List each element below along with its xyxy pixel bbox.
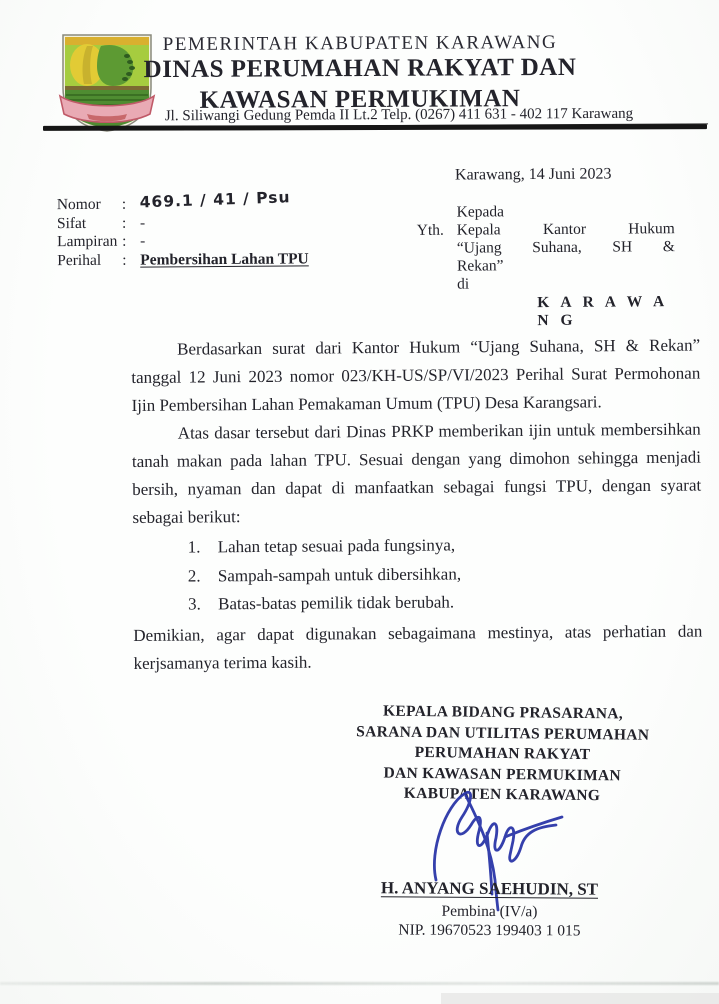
recipient-city: K A R A W A N G [537, 293, 668, 330]
scan-corner-shadow [441, 993, 719, 1004]
signatory-title-line: KEPALA BIDANG PRASARANA, [382, 702, 624, 723]
list-item-number: 3. [188, 594, 201, 614]
list-item-text: Lahan tetap sesuai pada fungsinya, [217, 535, 456, 557]
body-paragraph-2: Atas dasar tersebut dari Dinas PRKP memberikan ijin untuk membersihkan tanah makan pada lahan TPU. Sesuai dengan yang dimohon sehingga menjadi bersih, nyaman dan dapat di manfaatkan sebagai fungsi TPU, dengan syarat sebagai berikut: [131, 419, 702, 527]
meta-value: - [139, 214, 146, 232]
letter-body [131, 332, 703, 678]
signatory-name: H. ANYANG SAEHUDIN, ST [380, 878, 599, 899]
meta-value-subject: Pembersihan Lahan TPU [140, 249, 309, 269]
agency-address: Jl. Siliwangi Gedung Pemda II Lt.2 Telp. (0267) 411 631 - 402 117 Karawang [90, 105, 708, 127]
meta-row-nomor [56, 188, 387, 215]
meta-colon: : [122, 251, 127, 269]
meta-label: Lampiran [57, 232, 118, 251]
recipient-kepada: Kepada [456, 203, 505, 221]
recipient-line: Kepala Kantor Hukum [456, 220, 675, 239]
recipient-block [417, 202, 680, 331]
meta-row-sifat [57, 212, 387, 233]
meta-value: - [140, 232, 146, 250]
meta-value-handwritten: 469.1 / 41 / Psu [139, 188, 291, 212]
signatory-title-line: KABUPATEN KARAWANG [403, 784, 601, 805]
body-paragraph-1: Berdasarkan surat dari Kantor Hukum “Ujang Suhana, SH & Rekan” tanggal 12 Juni 2023 nomor 023/KH-US/SP/VI/2023 Perihal Surat Permohonan Ijin Pembersihan Lahan Pemakaman Umum (TPU) Desa Karangsari. [131, 335, 701, 415]
agency-name-line2: DINAS PERUMAHAN RAKYAT DAN [143, 53, 577, 84]
list-item-number: 2. [187, 565, 201, 586]
agency-name-line3: KAWASAN PERMUKIMAN [199, 85, 521, 114]
list-item [133, 530, 702, 563]
meta-row-perihal [57, 249, 387, 270]
conditions-list [133, 530, 703, 620]
list-item-text: Sampah-sampah untuk dibersihkan, [217, 563, 462, 585]
list-item [133, 587, 702, 620]
signatory-nip: NIP. 19670523 199403 1 015 [398, 921, 581, 940]
meta-label: Perihal [57, 251, 102, 269]
meta-colon: : [121, 195, 127, 213]
signatory-title-line: SARANA DAN UTILITAS PERUMAHAN [356, 722, 650, 744]
meta-colon: : [122, 232, 127, 250]
list-item-number: 1. [187, 537, 201, 557]
recipient-line: “Ujang Suhana, SH & [456, 238, 675, 257]
recipient-line: di [457, 275, 470, 293]
agency-name-line1: PEMERINTAH KABUPATEN KARAWANG [162, 31, 558, 56]
closing-paragraph: Demikian, agar dapat digunakan sebagaimana mestinya, atas perhatian dan kerjsamanya terima kasih. [133, 621, 703, 673]
scan-smudge-line [0, 982, 719, 985]
list-item-text: Batas-batas pemilik tidak berubah. [218, 592, 455, 614]
letter-date: Karawang, 14 Juni 2023 [454, 165, 612, 184]
list-item [133, 558, 702, 591]
meta-colon: : [121, 214, 127, 232]
letter-meta-block [56, 188, 388, 270]
signatory-rank: Pembina (IV/a) [441, 902, 538, 921]
recipient-line: Rekan” [456, 257, 504, 275]
signatory-title-line: DAN KAWASAN PERMUKIMAN [383, 764, 622, 784]
meta-label: Nomor [56, 195, 101, 214]
meta-label: Sifat [56, 214, 87, 232]
letterhead-divider [43, 124, 707, 131]
recipient-yth: Yth. [416, 221, 444, 239]
signatory-title-line: PERUMAHAN RAKYAT [414, 743, 591, 764]
meta-row-lampiran [57, 231, 387, 252]
